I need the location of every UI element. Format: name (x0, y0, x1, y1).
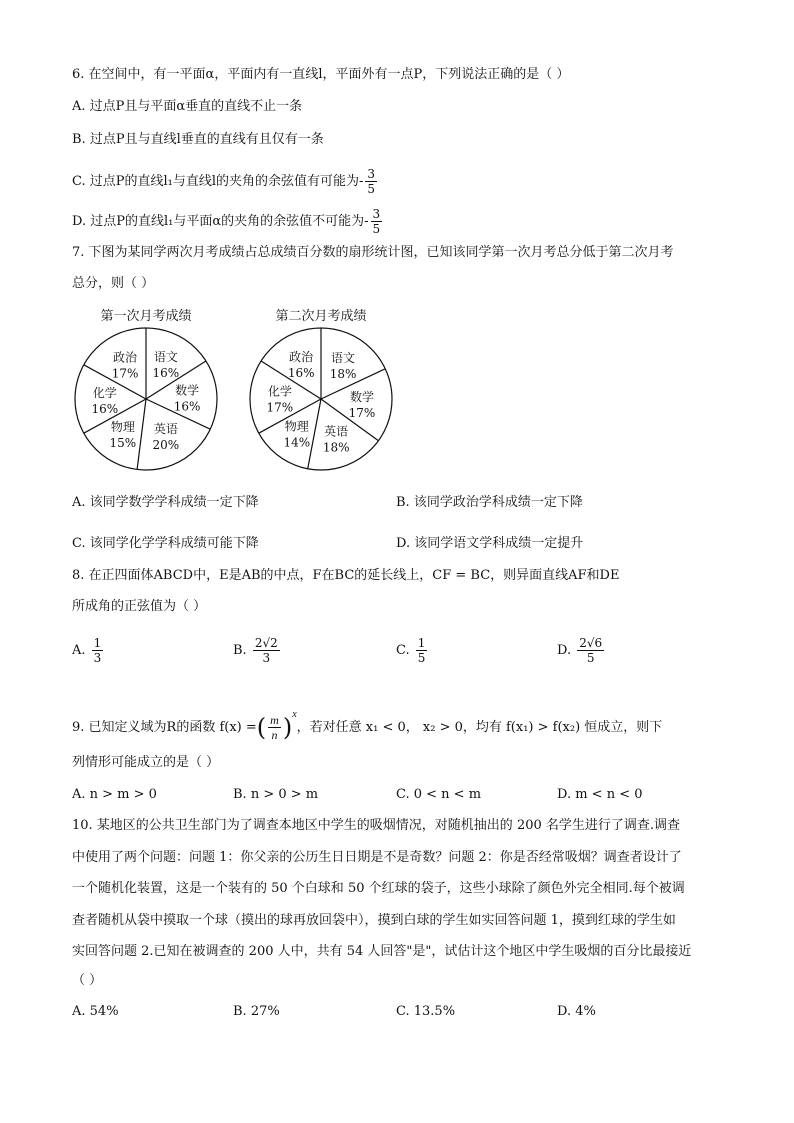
q7-option-a: A. 该同学数学学科成绩一定下降 (72, 495, 259, 510)
q8-a-label: A. (72, 643, 86, 658)
pie-2-value-4: 17% (266, 400, 294, 415)
q8-a-num: 1 (93, 636, 102, 650)
q8-b-den: 3 (262, 651, 271, 665)
q10-line5: 实回答问题 2.已知在被调查的 200 人中，共有 54 人回答"是"，试估计这个地区中学生吸烟的百分比最接近 (72, 944, 692, 959)
q7-stem-line2: 总分，则（ ） (72, 276, 155, 291)
pie-2-value-2: 18% (322, 440, 350, 455)
q10-line2: 中使用了两个问题：问题 1：你父亲的公历生日日期是不是奇数？问题 2：你是否经常吸烟？调查者设计了 (72, 850, 682, 865)
q6-option-b: B. 过点P且与直线l垂直的直线有且仅有一条 (72, 132, 324, 147)
q7-option-b: B. 该同学政治学科成绩一定下降 (396, 495, 583, 510)
q6-option-c-text: C. 过点P的直线l₁与直线l的夹角的余弦值有可能为- (72, 174, 364, 189)
pie-1-value-3: 15% (109, 436, 137, 451)
q10-option-b: B. 27% (233, 1004, 280, 1019)
q9-exponent: x (292, 709, 297, 720)
pie-2-value-1: 17% (348, 405, 376, 420)
pie-2-label-4: 化学 (267, 384, 292, 399)
q6-option-d (72, 207, 384, 236)
q9-option-a: A. n > m > 0 (72, 787, 157, 802)
pie-title-2: 第二次月考成绩 (275, 309, 367, 324)
q6-d-denominator: 5 (372, 222, 381, 236)
pie-1-label-5: 政治 (113, 350, 138, 365)
q8-d-label: D. (557, 643, 572, 658)
q6-option-c-fraction (365, 167, 377, 196)
q8-stem-line2: 所成角的正弦值为（ ） (72, 599, 207, 614)
pie-2-value-5: 16% (287, 365, 315, 380)
q8-option-a (72, 636, 105, 665)
q6-option-c (72, 167, 379, 196)
pie-2-value-0: 18% (329, 367, 357, 382)
q8-option-b (233, 636, 282, 665)
q8-d-num: 2√6 (579, 636, 603, 650)
q7-option-c: C. 该同学化学学科成绩可能下降 (72, 536, 259, 551)
q10-line6: （ ） (72, 973, 103, 988)
pie-2-label-3: 物理 (284, 419, 309, 434)
q9-stem-a: 9. 已知定义域为R的函数 f(x) = (72, 720, 257, 735)
q6-c-numerator: 3 (367, 167, 376, 181)
q10-line1: 10. 某地区的公共卫生部门为了调查本地区中学生的吸烟情况，对随机抽出的 200 名学生进行了调查.调查 (72, 818, 681, 833)
q8-a-fraction (92, 636, 104, 665)
pie-chart-2 (250, 308, 392, 470)
q8-option-c (396, 636, 429, 665)
q6-c-denominator: 5 (367, 182, 376, 196)
q9-stem-line1: 9. 已知定义域为R的函数 f(x) =( $\frac{m}{n}$ )$^x$，若对任意 x₁ < 0， x₂ > 0，均有 f(x₁) > f(x₂) 恒成立，则下 (72, 709, 663, 742)
q8-c-fraction (416, 636, 428, 665)
pie-1-label-1: 数学 (175, 383, 200, 398)
pie-2-label-1: 数学 (349, 389, 375, 404)
q8-a-den: 3 (93, 651, 102, 665)
pie-1-label-4: 化学 (92, 386, 117, 400)
pie-1-value-0: 16% (152, 365, 180, 380)
q10-line3: 一个随机化装置，这是一个装有的 50 个白球和 50 个红球的袋子，这些小球除了颜色外完全相同.每个被调 (72, 881, 685, 896)
q8-c-num: 1 (417, 636, 426, 650)
q8-b-fraction (253, 636, 280, 665)
q8-d-fraction (577, 636, 604, 665)
q7-stem-line1: 7. 下图为某同学两次月考成绩占总成绩百分数的扇形统计图，已知该同学第一次月考总分低于第二次月考 (72, 245, 674, 260)
pie-charts (0, 300, 794, 500)
q8-c-label: C. (396, 643, 410, 658)
q9-fraction (268, 713, 281, 742)
pie-title-1: 第一次月考成绩 (100, 309, 192, 324)
q7-option-d: D. 该同学语文学科成绩一定提升 (396, 536, 584, 551)
q9-frac-num: m (270, 713, 279, 727)
q10-option-d: D. 4% (557, 1004, 596, 1019)
pie-1-value-5: 17% (111, 366, 139, 381)
q9-stem-b: ，若对任意 x₁ < 0， x₂ > 0，均有 f(x₁) > f(x₂) 恒成立，则下 (296, 720, 663, 735)
q10-option-a: A. 54% (72, 1004, 119, 1019)
q8-b-label: B. (233, 643, 247, 658)
pie-1-label-0: 语文 (153, 349, 178, 364)
pie-1-value-1: 16% (173, 399, 201, 414)
q8-c-den: 5 (417, 651, 426, 665)
pie-2-label-0: 语文 (331, 351, 356, 366)
pie-1-value-2: 20% (152, 438, 180, 453)
q9-option-b: B. n > 0 > m (233, 787, 319, 802)
q10-line4: 查者随机从袋中摸取一个球（摸出的球再放回袋中），摸到白球的学生如实回答问题 1，摸到红球的学生如 (72, 913, 676, 928)
q6-option-d-text: D. 过点P的直线l₁与平面α的夹角的余弦值不可能为- (72, 214, 369, 229)
q9-option-c: C. 0 < n < m (396, 787, 482, 802)
pie-chart-1 (75, 308, 217, 470)
pie-2-label-5: 政治 (289, 349, 314, 364)
pie-2-label-2: 英语 (324, 424, 349, 439)
q8-option-d (557, 636, 606, 665)
q9-stem-line2: 列情形可能成立的是（ ） (72, 755, 220, 770)
q8-stem-line1: 8. 在正四面体ABCD中，E是AB的中点，F在BC的延长线上，CF = BC，则异面直线AF和DE (72, 568, 620, 583)
q9-frac-den: n (271, 728, 278, 742)
q6-d-numerator: 3 (372, 207, 381, 221)
q8-b-num: 2√2 (254, 636, 278, 650)
q6-option-d-fraction (371, 207, 383, 236)
q9-option-d: D. m < n < 0 (557, 787, 643, 802)
q6-stem: 6. 在空间中，有一平面α，平面内有一直线l，平面外有一点P，下列说法正确的是（ ） (72, 67, 570, 82)
q10-option-c: C. 13.5% (396, 1004, 456, 1019)
pie-1-value-4: 16% (91, 402, 119, 416)
q8-d-den: 5 (586, 651, 595, 665)
pie-1-label-3: 物理 (110, 420, 135, 435)
pie-1-label-2: 英语 (153, 422, 178, 437)
q6-option-a: A. 过点P且与平面α垂直的直线不止一条 (72, 99, 303, 114)
pie-2-value-3: 14% (283, 435, 311, 450)
